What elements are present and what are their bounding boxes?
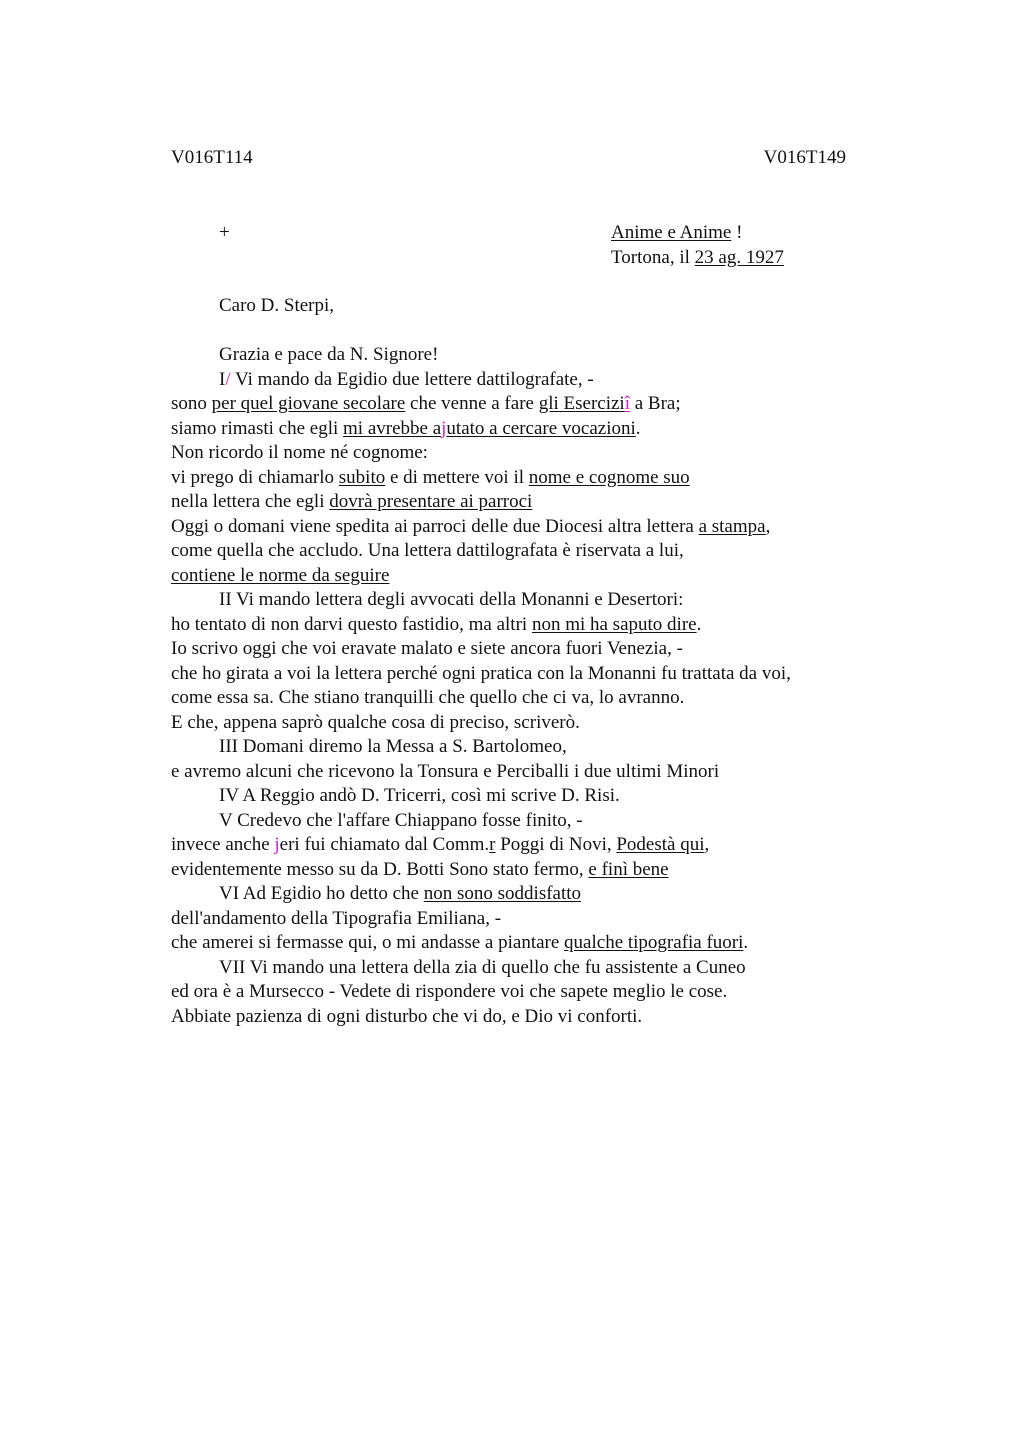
underlined-text: î	[624, 393, 630, 414]
line-text: evidentemente messo su da D. Botti Sono stato fermo,	[171, 858, 589, 880]
cross-mark: +	[219, 222, 230, 243]
line-text: /	[225, 368, 231, 390]
underlined-text: non sono soddisfatto	[423, 883, 582, 904]
line-text: e di mettere voi il	[385, 466, 529, 488]
letter-line	[171, 441, 871, 466]
line-text: sono	[171, 393, 212, 414]
underlined-text: j	[441, 417, 447, 439]
line-text: Io scrivo oggi che voi eravate malato e siete ancora fuori Venezia, -	[171, 638, 683, 659]
line-text: come quella che accludo. Una lettera dattilografata è riservata a lui,	[171, 540, 684, 561]
letter-line	[171, 760, 871, 785]
letter-line	[171, 368, 871, 393]
underlined-text: gli Esercizi	[538, 393, 625, 414]
line-text: e avremo alcuni che ricevono la Tonsura e Perciballi i due ultimi Minori	[171, 760, 720, 782]
line-text: .	[696, 613, 702, 635]
line-text: nella lettera che egli	[171, 491, 330, 512]
motto-text: Anime e Anime	[611, 222, 732, 243]
letter-line	[171, 686, 871, 711]
letter-line	[171, 784, 871, 809]
letter-line	[171, 466, 871, 491]
line-text: vi prego di chiamarlo	[171, 466, 339, 488]
line-text: Grazia e pace da N. Signore!	[219, 344, 439, 365]
line-text: I	[219, 368, 226, 390]
line-text: ed ora è a Mursecco - Vedete di rispondere voi che sapete meglio le cose.	[171, 981, 728, 1002]
line-text: che ho girata a voi la lettera perché ogni pratica con la Monanni fu trattata da voi,	[171, 662, 791, 684]
line-text: IV A Reggio andò D. Tricerri, così mi scrive D. Risi.	[219, 785, 620, 806]
motto	[611, 221, 784, 246]
dateline-prefix: Tortona, il	[611, 246, 695, 268]
underlined-text: Podestà qui	[616, 834, 705, 855]
underlined-text: mi avrebbe a	[343, 417, 442, 439]
letter-line	[171, 343, 871, 368]
line-text: j	[274, 834, 280, 855]
line-text: VI Ad Egidio ho detto che	[219, 883, 424, 904]
line-text: Vi mando da Egidio due lettere dattilografate, -	[230, 368, 594, 390]
right-archive-code: V016T149	[763, 147, 846, 168]
letter-line	[171, 490, 871, 515]
underlined-text: a stampa	[698, 515, 766, 537]
line-text: invece anche	[171, 834, 275, 855]
line-text: E che, appena saprò qualche cosa di preciso, scriverò.	[171, 711, 580, 733]
line-text: che amerei si fermasse qui, o mi andasse a piantare	[171, 932, 565, 953]
line-text: VII Vi mando una lettera della zia di quello che fu assistente a Cuneo	[219, 956, 746, 978]
line-text: Poggi di Novi,	[495, 834, 617, 855]
line-text: siamo rimasti che egli	[171, 417, 344, 439]
letter-line	[171, 613, 871, 638]
underlined-text: non mi ha saputo dire	[531, 613, 697, 635]
letter-body	[171, 343, 871, 1029]
letter-line	[171, 588, 871, 613]
letter-line	[171, 931, 871, 956]
heading-block	[611, 221, 784, 270]
motto-tail: !	[731, 222, 743, 243]
line-text: Non ricordo il nome né cognome:	[171, 442, 428, 463]
letter-line	[171, 539, 871, 564]
underlined-text: contiene le norme da seguire	[171, 564, 390, 586]
line-text: .	[743, 932, 749, 953]
line-text: a Bra;	[629, 393, 681, 414]
line-text: ,	[765, 515, 771, 537]
underlined-text: nome e cognome suo	[528, 466, 690, 488]
letter-line	[171, 1005, 871, 1030]
letter-line	[171, 662, 871, 687]
line-text: II Vi mando lettera degli avvocati della Monanni e Desertori:	[219, 589, 684, 610]
line-text: Oggi o domani viene spedita ai parroci delle due Diocesi altra lettera	[171, 515, 699, 537]
underlined-text: dovrà presentare ai parroci	[329, 491, 533, 512]
line-text: ,	[704, 834, 710, 855]
line-text: eri fui chiamato dal Comm.	[279, 834, 490, 855]
underlined-text: per quel giovane secolare	[211, 393, 406, 414]
underlined-text: qualche tipografia fuori	[564, 932, 744, 953]
underlined-text: subito	[338, 466, 386, 488]
line-text: III Domani diremo la Messa a S. Bartolomeo,	[219, 736, 567, 757]
line-text: .	[635, 417, 641, 439]
line-text: ho tentato di non darvi questo fastidio, ma altri	[171, 613, 532, 635]
underlined-text: utato a cercare vocazioni	[446, 417, 636, 439]
underlined-text: r	[489, 834, 496, 855]
letter-line	[171, 711, 871, 736]
salutation: Caro D. Sterpi,	[219, 295, 335, 316]
underlined-text: e finì bene	[588, 858, 669, 880]
letter-line	[171, 809, 871, 834]
letter-line	[171, 858, 871, 883]
letter-line	[171, 417, 871, 442]
left-archive-code: V016T114	[171, 147, 253, 168]
letter-line	[171, 956, 871, 981]
letter-line	[171, 637, 871, 662]
letter-line	[171, 735, 871, 760]
line-text: dell'andamento della Tipografia Emiliana, -	[171, 907, 502, 929]
dateline	[611, 246, 784, 271]
letter-line	[171, 515, 871, 540]
line-text: Abbiate pazienza di ogni disturbo che vi do, e Dio vi conforti.	[171, 1005, 643, 1027]
letter-line	[171, 392, 871, 417]
letter-line	[171, 564, 871, 589]
line-text: che venne a fare	[405, 393, 539, 414]
date-text: 23 ag. 1927	[694, 246, 784, 268]
line-text: V Credevo che l'affare Chiappano fosse finito, -	[219, 809, 583, 831]
letter-line	[171, 882, 871, 907]
letter-line	[171, 907, 871, 932]
letter-line	[171, 980, 871, 1005]
letter-line	[171, 833, 871, 858]
line-text: come essa sa. Che stiano tranquilli che quello che ci va, lo avranno.	[171, 687, 685, 708]
